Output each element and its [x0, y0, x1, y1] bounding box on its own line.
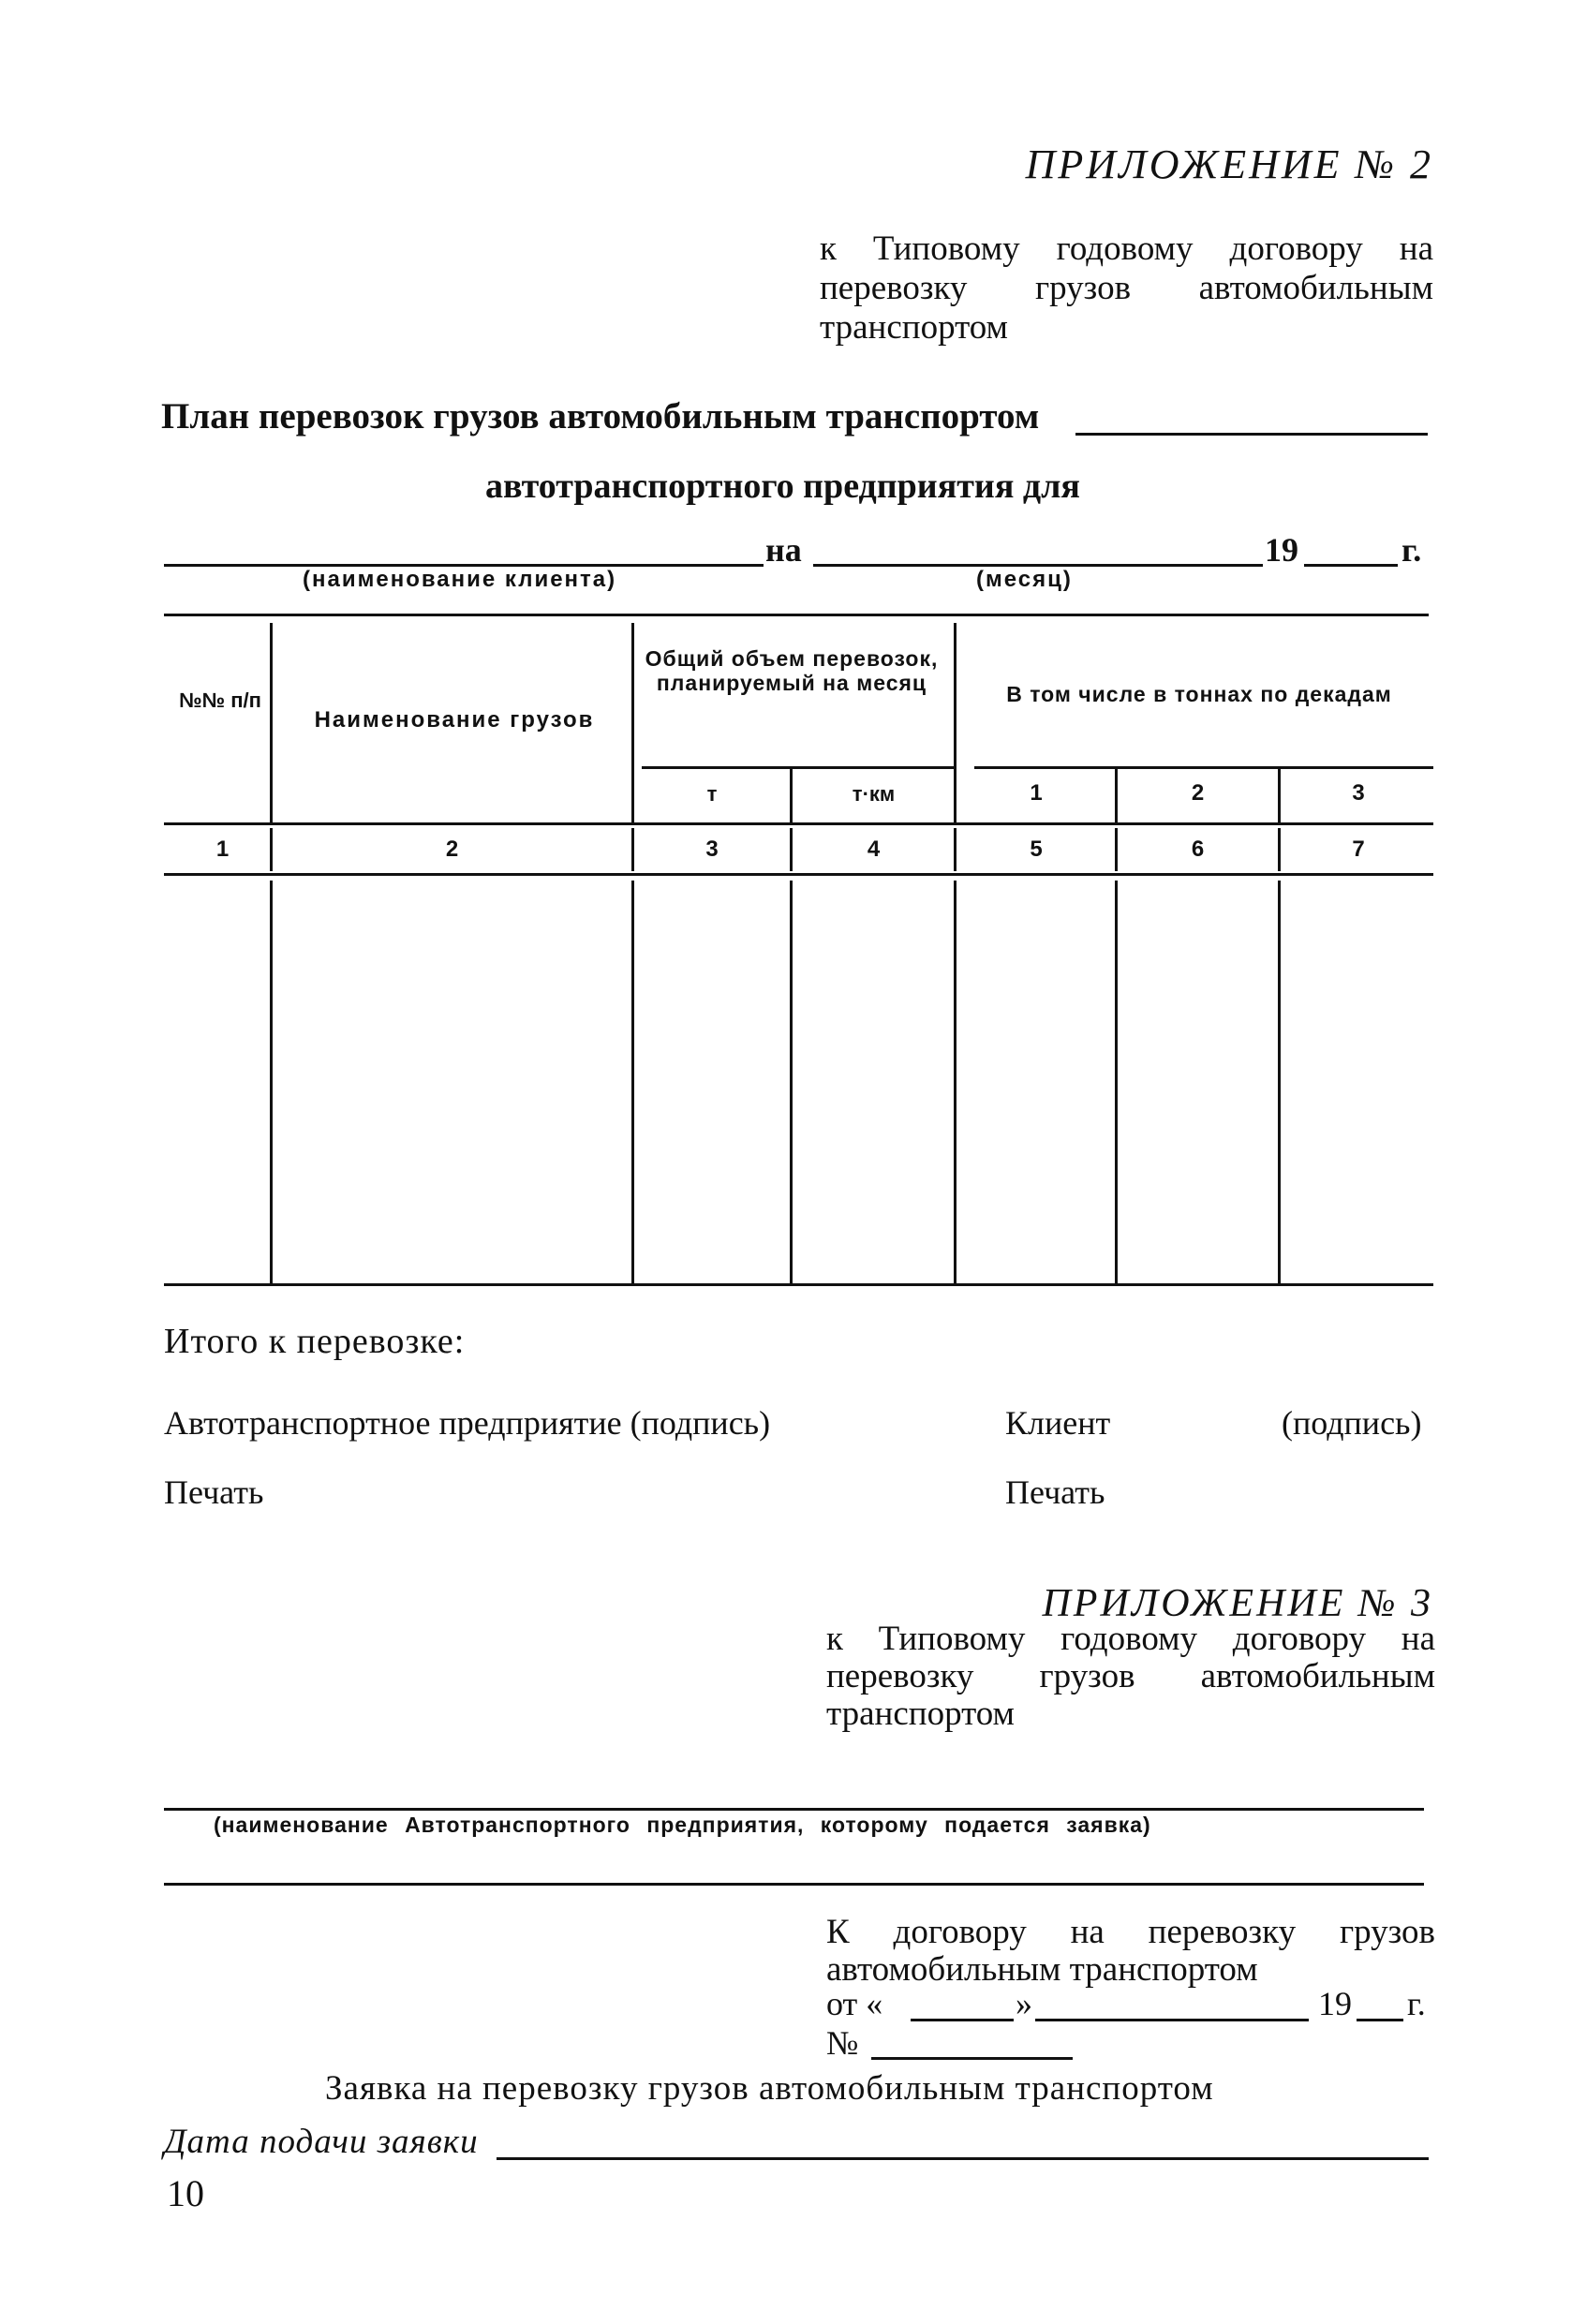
vrule-2-body — [631, 881, 634, 1283]
contract-year-suffix: г. — [1407, 1985, 1426, 2022]
sub-tkm: т·км — [852, 782, 896, 806]
col-decades-header: В том числе в тоннах по декадам — [1006, 682, 1392, 706]
submit-date-label: Дата подачи заявки — [164, 2123, 479, 2161]
index-cell: 5 — [1030, 836, 1043, 862]
table-index-bottom-rule — [164, 873, 1433, 876]
year-prefix: 19 — [1265, 531, 1298, 569]
vrule-4-index — [954, 828, 957, 871]
appendix2-title: ПРИЛОЖЕНИЕ № 2 — [1025, 141, 1433, 187]
client-signature: (подпись) — [1282, 1404, 1422, 1442]
from-mid: » — [1016, 1985, 1032, 2022]
vrule-1-index — [270, 828, 273, 871]
col-num-header: №№ п/п — [179, 688, 261, 712]
year-suffix: г. — [1401, 531, 1422, 569]
vrule-2-index — [631, 828, 634, 871]
index-cell: 2 — [445, 836, 459, 862]
client-label: Клиент — [1005, 1404, 1111, 1442]
vrule-4-header — [954, 623, 957, 824]
vrule-3-body — [790, 881, 793, 1283]
table-bottom-rule — [164, 1283, 1433, 1286]
plan-heading-line1: План перевозок грузов автомобильным транспортом — [161, 396, 1040, 437]
na-label: на — [765, 531, 802, 569]
table-subheader-rule-right — [974, 766, 1433, 769]
plan-heading-line2: автотранспортного предприятия для — [485, 466, 1080, 506]
from-day-blank — [911, 2019, 1014, 2021]
vrule-5-index — [1115, 828, 1118, 871]
table-top-rule — [164, 614, 1429, 616]
table-subheader-rule-left — [642, 766, 956, 769]
index-cell: 1 — [215, 836, 230, 862]
vrule-6-sub — [1278, 768, 1281, 822]
atp-name-blank — [164, 1808, 1424, 1811]
year-blank — [1304, 564, 1398, 567]
atp-name-blank-2 — [164, 1883, 1424, 1886]
total-label: Итого к перевозке: — [164, 1322, 466, 1361]
vrule-1-header — [270, 623, 273, 824]
index-cell: 3 — [705, 836, 719, 862]
vrule-5-body — [1115, 881, 1118, 1283]
plan-heading-blank — [1075, 433, 1428, 436]
vrule-4-body — [954, 881, 957, 1283]
vrule-1-body — [270, 881, 273, 1283]
number-prefix: № — [826, 2024, 859, 2062]
vrule-3-sub — [790, 768, 793, 822]
contract-year-prefix: 19 — [1318, 1985, 1352, 2022]
appendix3-subtitle: к Типовому годовому договору на перевозку грузов автомобильным транспортом — [826, 1620, 1435, 1733]
from-month-blank — [1035, 2019, 1309, 2021]
contract-year-blank — [1357, 2019, 1403, 2021]
submit-date-blank — [497, 2157, 1429, 2160]
stamp-left: Печать — [164, 1473, 264, 1511]
number-blank — [871, 2057, 1073, 2060]
from-prefix: от « — [826, 1985, 883, 2022]
sub-decade-3: 3 — [1352, 780, 1365, 806]
atp-signature: Автотранспортное предприятие (подпись) — [164, 1404, 771, 1442]
vrule-3-index — [790, 828, 793, 871]
sub-t: т — [706, 782, 718, 806]
vrule-6-body — [1278, 881, 1281, 1283]
atp-caption: (наименование Автотранспортного предприятия, которому подается заявка) — [214, 1813, 1151, 1837]
appendix3-title: ПРИЛОЖЕНИЕ № 3 — [1042, 1582, 1433, 1625]
col-total-header: Общий объем перевозок, планируемый на месяц — [645, 646, 939, 696]
appendix2-subtitle: к Типовому годовому договору на перевозку грузов автомобильным транспортом — [820, 229, 1433, 347]
index-cell: 7 — [1352, 836, 1365, 862]
index-cell: 4 — [867, 836, 881, 862]
month-caption: (месяц) — [976, 567, 1073, 592]
stamp-right: Печать — [1005, 1473, 1105, 1511]
index-cell: 6 — [1191, 836, 1205, 862]
sub-decade-1: 1 — [1030, 780, 1043, 806]
col-name-header: Наименование грузов — [314, 707, 595, 733]
page-number: 10 — [167, 2172, 204, 2214]
vrule-5-sub — [1115, 768, 1118, 822]
vrule-6-index — [1278, 828, 1281, 871]
contract-line: К договору на перевозку грузов автомобильным транспортом — [826, 1913, 1435, 1989]
request-title: Заявка на перевозку грузов автомобильным транспортом — [325, 2069, 1214, 2108]
client-caption: (наименование клиента) — [303, 567, 617, 592]
sub-decade-2: 2 — [1191, 780, 1205, 806]
table-header-bottom-rule — [164, 822, 1433, 825]
